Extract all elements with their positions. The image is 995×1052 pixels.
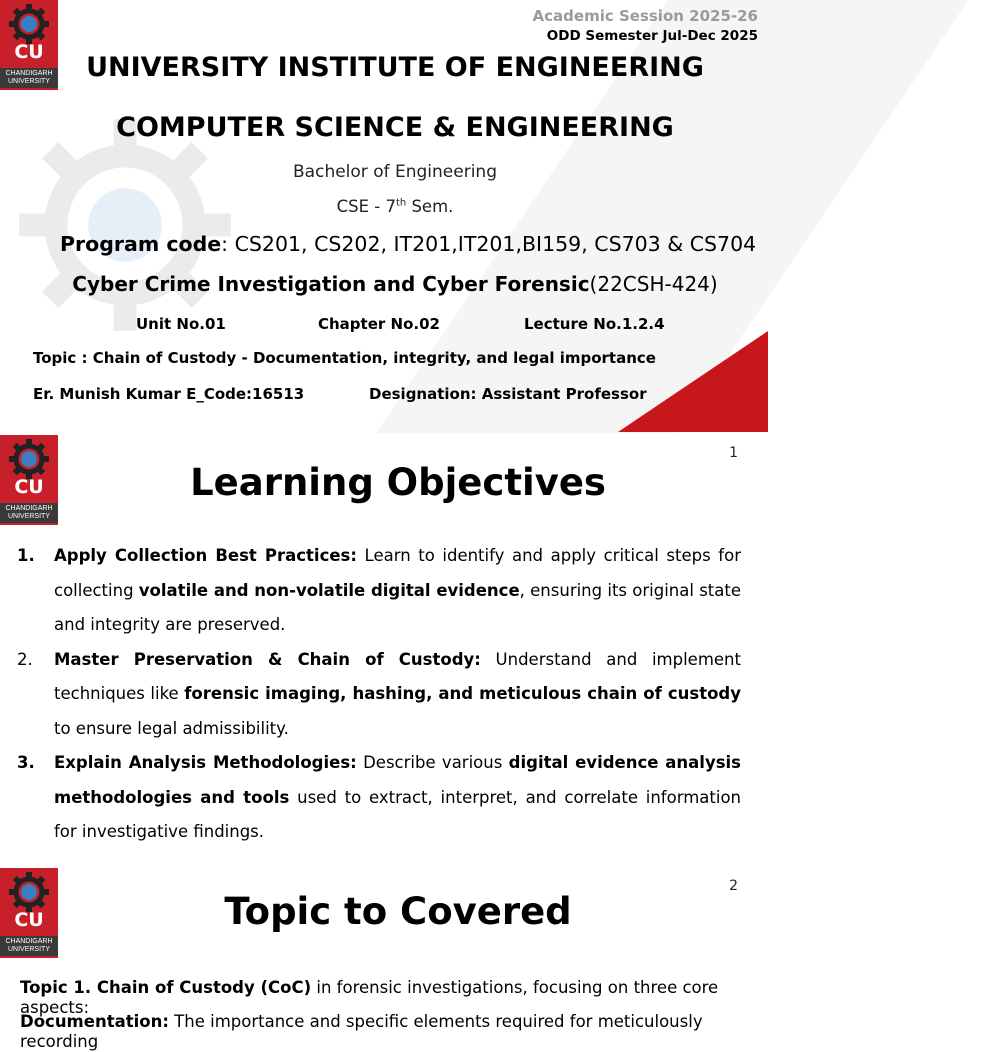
- lecture-label: Lecture No.1.2.4: [524, 315, 665, 333]
- chapter-label: Chapter No.02: [318, 315, 440, 333]
- logo-abbr: CU: [14, 909, 44, 931]
- degree-label: Bachelor of Engineering: [293, 162, 497, 182]
- slide-title: Topic to Covered: [224, 890, 572, 933]
- logo-name: CHANDIGARH UNIVERSITY: [0, 503, 58, 523]
- topic-slide: [0, 866, 768, 1051]
- program-code: Program code: CS201, CS202, IT201,IT201,BI159, CS703 & CS704: [60, 232, 757, 256]
- objective-text: Master Preservation & Chain of Custody: Understand and implement techniques like forensic imaging, hashing, and meticulous chain of custody to ensure legal admissibility.: [54, 649, 741, 738]
- objective-number: 1.: [17, 546, 35, 565]
- topic-line: Topic : Chain of Custody - Documentation, integrity, and legal importance: [33, 349, 656, 367]
- objective-text: Apply Collection Best Practices: Learn to identify and apply critical steps for collecting volatile and non-volatile digital evidence, ensuring its original state and integrity are preserved.: [54, 546, 741, 634]
- gear-watermark-icon: [10, 110, 240, 340]
- topic-line-1: Topic 1. Chain of Custody (CoC) in forensic investigations, focusing on three core aspects:: [20, 978, 719, 1017]
- department-title: COMPUTER SCIENCE & ENGINEERING: [116, 112, 674, 143]
- unit-label: Unit No.01: [136, 315, 226, 333]
- logo-abbr: CU: [14, 476, 44, 498]
- learning-objectives-slide: [0, 433, 768, 865]
- objective-item: [17, 746, 741, 850]
- semester-line: CSE - 7th Sem.: [336, 197, 454, 216]
- objective-text: Explain Analysis Methodologies: Describe various digital evidence analysis methodologies and tools used to extract, interpret, and correlate information for investigative findings.: [54, 753, 741, 841]
- course-title: Cyber Crime Investigation and Cyber Forensic(22CSH-424): [72, 272, 718, 296]
- topic-line-2: Documentation: The importance and specific elements required for meticulously recording: [20, 1012, 703, 1051]
- faculty-name: Er. Munish Kumar E_Code:16513: [33, 385, 305, 403]
- logo-abbr: CU: [14, 41, 44, 63]
- red-corner-triangle: [618, 331, 768, 432]
- session-info: [533, 6, 758, 46]
- page-number: 2: [729, 878, 738, 894]
- institute-title: UNIVERSITY INSTITUTE OF ENGINEERING: [86, 52, 704, 83]
- faculty-designation: Designation: Assistant Professor: [369, 385, 647, 403]
- title-slide: [0, 0, 768, 432]
- objective-number: 3.: [17, 753, 35, 772]
- objective-item: [17, 539, 741, 643]
- slide-title: Learning Objectives: [190, 461, 606, 504]
- gear-logo-icon: [9, 4, 49, 44]
- objective-number: 2.: [17, 649, 33, 669]
- academic-session: Academic Session 2025-26: [532, 7, 758, 25]
- semester-label: ODD Semester Jul-Dec 2025: [546, 28, 758, 44]
- objective-item: [17, 643, 741, 747]
- objectives-list: [17, 539, 741, 850]
- logo-name: CHANDIGARH UNIVERSITY: [0, 936, 58, 956]
- logo-name: CHANDIGARH UNIVERSITY: [0, 68, 58, 88]
- page-number: 1: [729, 445, 738, 461]
